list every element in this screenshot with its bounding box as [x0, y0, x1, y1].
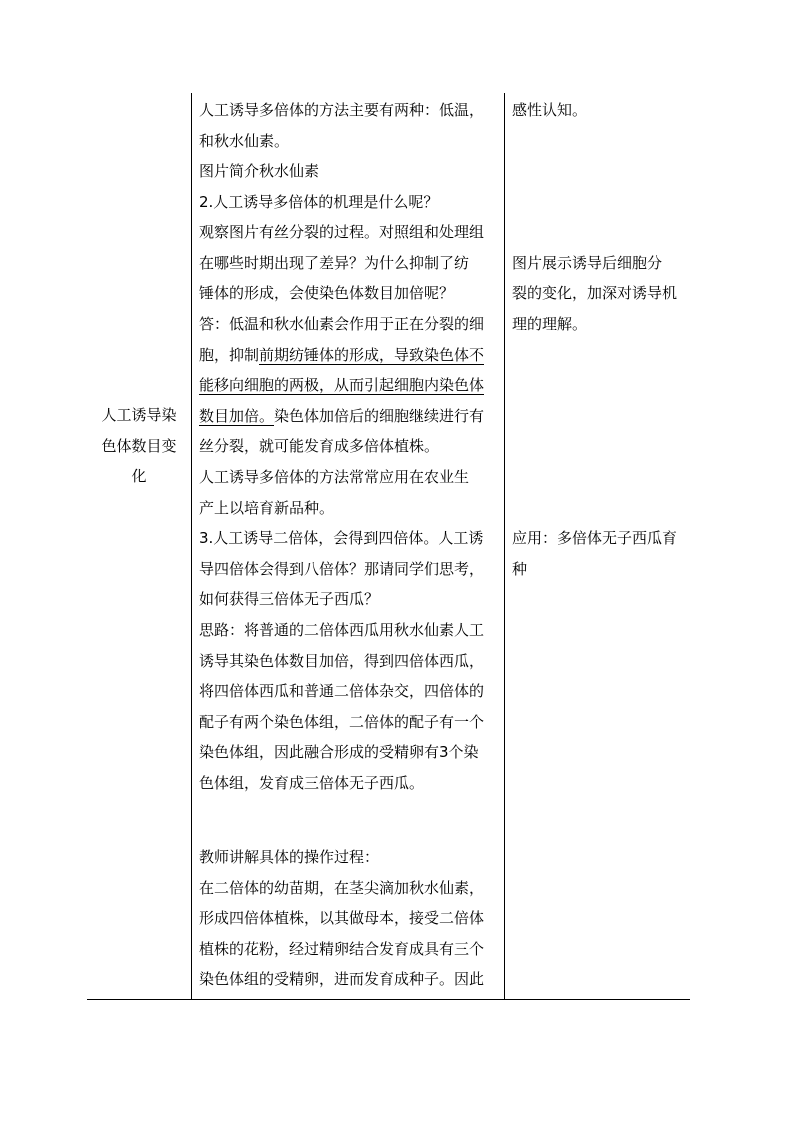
topic-line: 化: [131, 467, 147, 485]
content-line: 人工诱导多倍体的方法主要有两种：低温，: [199, 101, 485, 119]
topic-line: 色体数目变: [101, 436, 177, 455]
content-line: 在二倍体的幼苗期，在茎尖滴加秋水仙素，: [199, 879, 485, 897]
content-line: 色体组，发育成三倍体无子西瓜。: [199, 774, 425, 792]
underlined-text: 数目加倍。: [199, 407, 275, 425]
note-line: 图片展示诱导后细胞分: [512, 254, 663, 272]
content-line: 将四倍体西瓜和普通二倍体杂交，四倍体的: [199, 682, 485, 700]
content-line: 3.人工诱导二倍体，会得到四倍体。人工诱: [199, 529, 484, 547]
content-line: [199, 340, 484, 370]
content-line: 染色体组的受精卵，进而发育成种子。因此: [199, 970, 485, 988]
content-line: 在哪些时期出现了差异？为什么抑制了纺: [199, 254, 470, 272]
topic-line: 人工诱导染: [101, 406, 177, 424]
content-line: 如何获得三倍体无子西瓜？: [199, 590, 380, 608]
column-divider-right: [504, 93, 505, 1000]
content-line: 锤体的形成，会使染色体数目加倍呢？: [199, 284, 455, 302]
note-line: 应用：多倍体无子西瓜育: [512, 529, 678, 547]
content-line: 图片简介秋水仙素: [199, 162, 320, 180]
content-line: 答：低温和秋水仙素会作用于正在分裂的细: [199, 315, 485, 333]
note-line: 感性认知。: [512, 101, 588, 119]
note-line: 种: [512, 560, 528, 578]
note-line: 裂的变化，加深对诱导机: [512, 284, 678, 302]
content-text: 染色体加倍后的细胞继续进行有: [274, 407, 485, 425]
content-line: 思路：将普通的二倍体西瓜用秋水仙素人工: [199, 621, 485, 639]
content-line: 产上以培育新品种。: [199, 499, 335, 517]
content-line: 丝分裂，就可能发育成多倍体植株。: [199, 437, 440, 455]
content-line: 人工诱导多倍体的方法常常应用在农业生: [199, 468, 470, 486]
content-line: 和秋水仙素。: [199, 132, 290, 150]
content-line: 导四倍体会得到八倍体？那请同学们思考，: [199, 560, 485, 578]
content-line: 配子有两个染色体组，二倍体的配子有一个: [199, 713, 485, 731]
underlined-text: 前期纺锤体的形成，导致染色体不: [259, 346, 485, 364]
content-line: 植株的花粉，经过精卵结合发育成具有三个: [199, 940, 485, 958]
note-line: 理的理解。: [512, 315, 588, 333]
content-line: 形成四倍体植株，以其做母本，接受二倍体: [199, 909, 485, 927]
content-line: 诱导其染色体数目加倍，得到四倍体西瓜，: [199, 652, 485, 670]
table-bottom-border: [87, 999, 690, 1000]
content-line: 2.人工诱导多倍体的机理是什么呢？: [199, 193, 439, 211]
underlined-text: 能移向细胞的两极，从而引起细胞内染色体: [199, 376, 485, 394]
content-line: [199, 401, 484, 431]
column-divider-left: [191, 93, 192, 1000]
lesson-table: [87, 93, 690, 1000]
content-line: 观察图片有丝分裂的过程。对照组和处理组: [199, 223, 485, 241]
content-line: [199, 370, 484, 400]
content-line: 染色体组，因此融合形成的受精卵有3个染: [199, 743, 479, 761]
content-line: 教师讲解具体的操作过程：: [199, 848, 380, 866]
topic-cell: [87, 400, 191, 492]
content-text: 胞，抑制: [199, 346, 260, 364]
